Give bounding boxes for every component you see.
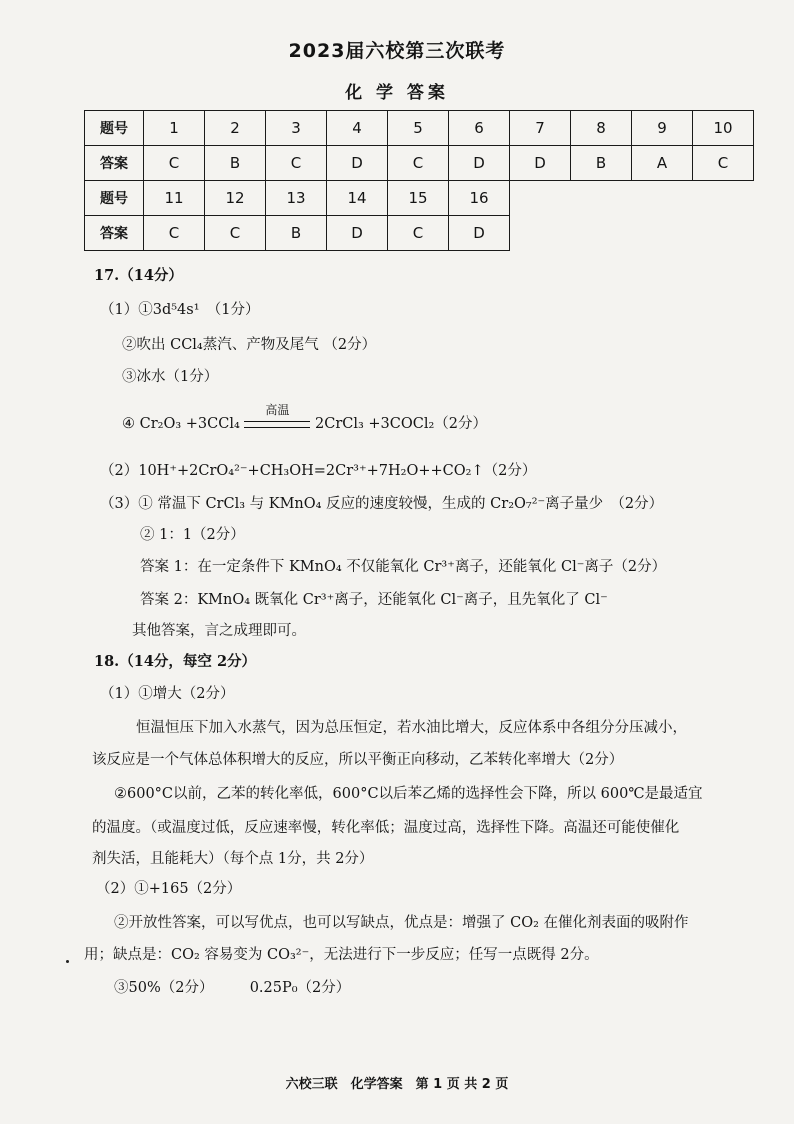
q18-part2-item2-line1: ②开放性答案，可以写优点，也可以写缺点，优点是：增强了 CO₂ 在催化剂表面的吸附作 <box>114 915 689 931</box>
q18-part2-item1: （2）①+165（2分） <box>96 881 242 897</box>
q17-part1-item4-equation <box>122 403 488 434</box>
empty-cell <box>632 181 693 216</box>
row-label-answer: 答案 <box>85 216 144 251</box>
q18-part1-line1: 恒温恒压下加入水蒸气，因为总压恒定，若水油比增大，反应体系中各组分分压减小， <box>136 720 687 736</box>
question-number-cell: 1 <box>144 111 205 146</box>
answer-cell: D <box>327 146 388 181</box>
q18-part2-item3: ③50%（2分） 0.25P₀（2分） <box>114 980 351 996</box>
equation-arrow <box>244 403 310 434</box>
q18-part1-item1: （1）①增大（2分） <box>100 686 235 702</box>
page-title: 2023届六校第三次联考 <box>288 40 506 62</box>
question-number-cell: 5 <box>388 111 449 146</box>
question-number-cell: 14 <box>327 181 388 216</box>
question-number-cell: 8 <box>571 111 632 146</box>
question-number-cell: 6 <box>449 111 510 146</box>
answer-cell: B <box>571 146 632 181</box>
answer-row <box>85 216 754 251</box>
q17-heading: 17.（14分） <box>94 267 183 284</box>
equation-products: 2CrCl₃ +3COCl₂（2分） <box>315 416 488 432</box>
question-number-cell: 2 <box>205 111 266 146</box>
q17-part1-item3: ③冰水（1分） <box>122 369 219 385</box>
question-number-cell: 16 <box>449 181 510 216</box>
answer-cell: A <box>632 146 693 181</box>
empty-cell <box>632 216 693 251</box>
row-label-answer: 答案 <box>85 146 144 181</box>
question-number-cell: 10 <box>693 111 754 146</box>
answer-cell: C <box>144 216 205 251</box>
answer-cell: D <box>449 146 510 181</box>
answer-cell: D <box>449 216 510 251</box>
question-number-cell: 4 <box>327 111 388 146</box>
q17-part1-item2: ②吹出 CCl₄蒸汽、产物及尾气 （2分） <box>122 337 377 353</box>
q18-part2-item2-line2: 用；缺点是：CO₂ 容易变为 CO₃²⁻，无法进行下一步反应；任写一点既得 2分。 <box>84 947 599 963</box>
q17-part3-item2: ② 1：1（2分） <box>140 527 245 543</box>
q17-part3-note: 其他答案，言之成理即可。 <box>132 623 306 639</box>
equation-condition: 高温 <box>265 403 290 417</box>
q18-part1-line2: 该反应是一个气体总体积增大的反应，所以平衡正向移动，乙苯转化率增大（2分） <box>92 752 624 768</box>
q18-part1-item2-line3: 剂失活，且能耗大）（每个点 1分，共 2分） <box>92 851 374 867</box>
row-label-question: 题号 <box>85 181 144 216</box>
empty-cell <box>693 216 754 251</box>
answer-cell: C <box>693 146 754 181</box>
answer-cell: D <box>327 216 388 251</box>
question-number-cell: 7 <box>510 111 571 146</box>
answer-cell: D <box>510 146 571 181</box>
question-number-cell: 3 <box>266 111 327 146</box>
q17-part1-item1: （1）①3d⁵4s¹ （1分） <box>100 302 260 318</box>
answer-cell: C <box>388 216 449 251</box>
answer-cell: B <box>205 146 266 181</box>
q18-part1-item2-line2: 的温度。（或温度过低，反应速率慢，转化率低；温度过高，选择性下降。高温还可能使催化 <box>92 820 680 836</box>
scan-speck <box>66 960 69 963</box>
answer-row <box>85 146 754 181</box>
empty-cell <box>571 216 632 251</box>
q17-part2: （2）10H⁺+2CrO₄²⁻+CH₃OH=2Cr³⁺+7H₂O++CO₂↑（2分） <box>100 463 537 479</box>
answer-cell: C <box>205 216 266 251</box>
empty-cell <box>510 216 571 251</box>
q18-part1-item2-line1: ②600°C以前，乙苯的转化率低，600°C以后苯乙烯的选择性会下降，所以 600℃是最适宜 <box>114 786 703 802</box>
question-number-row <box>85 111 754 146</box>
empty-cell <box>693 181 754 216</box>
answer-cell: C <box>266 146 327 181</box>
answer-table <box>84 110 754 251</box>
question-number-cell: 12 <box>205 181 266 216</box>
q17-part3-answer1: 答案 1：在一定条件下 KMnO₄ 不仅能氧化 Cr³⁺离子，还能氧化 Cl⁻离子（2分） <box>140 559 667 575</box>
question-number-cell: 9 <box>632 111 693 146</box>
question-number-cell: 15 <box>388 181 449 216</box>
page-subtitle: 化 学 答案 <box>345 83 449 103</box>
answer-cell: C <box>144 146 205 181</box>
question-number-cell: 11 <box>144 181 205 216</box>
q17-part3-item1: （3）① 常温下 CrCl₃ 与 KMnO₄ 反应的速度较慢，生成的 Cr₂O₇²⁻离子量少 （2分） <box>100 496 664 512</box>
page-footer: 六校三联 化学答案 第 1 页 共 2 页 <box>285 1077 509 1092</box>
question-number-cell: 13 <box>266 181 327 216</box>
question-number-row <box>85 181 754 216</box>
answer-cell: B <box>266 216 327 251</box>
row-label-question: 题号 <box>85 111 144 146</box>
equation-reactants: ④ Cr₂O₃ +3CCl₄ <box>122 416 240 432</box>
equals-sign-icon <box>244 421 310 428</box>
empty-cell <box>571 181 632 216</box>
empty-cell <box>510 181 571 216</box>
q18-heading: 18.（14分，每空 2分） <box>94 653 257 670</box>
q17-part3-answer2: 答案 2：KMnO₄ 既氧化 Cr³⁺离子，还能氧化 Cl⁻离子，且先氧化了 Cl⁻ <box>140 592 608 608</box>
answer-cell: C <box>388 146 449 181</box>
